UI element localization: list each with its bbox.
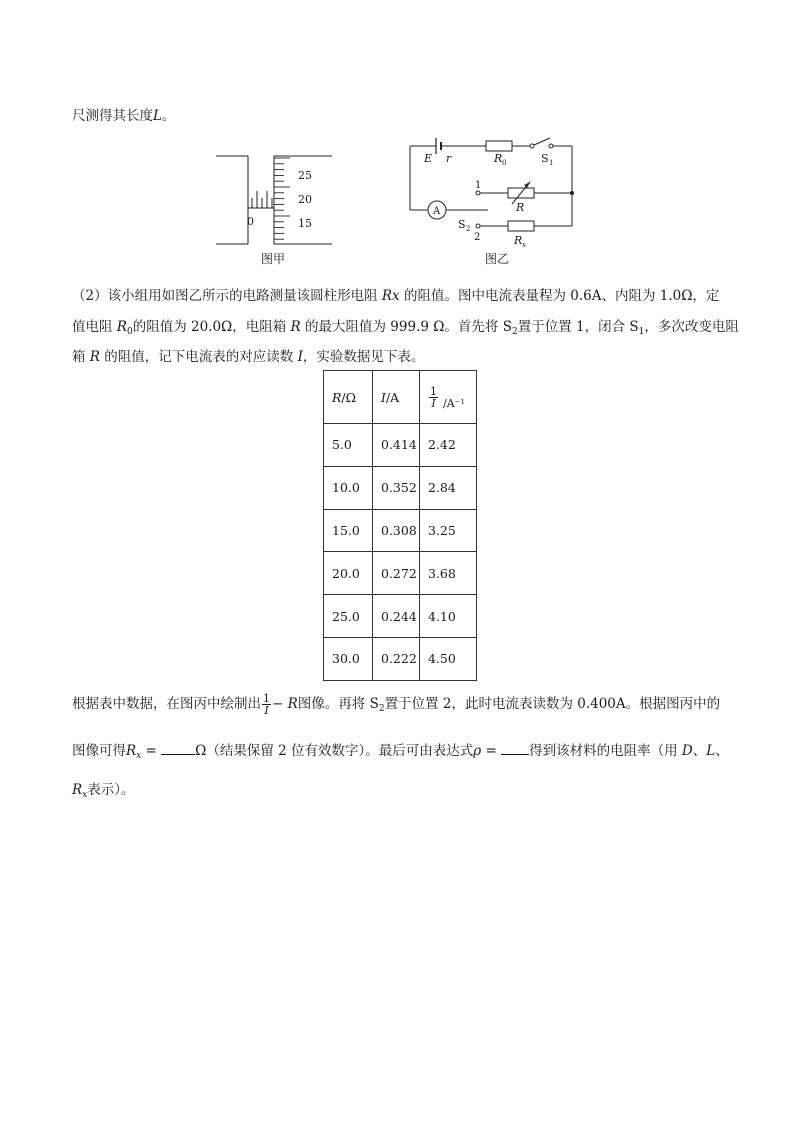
caption-fig-b: 图乙 [485,252,510,266]
table-row: 5.0 0.414 2.42 [324,424,477,467]
rx-label: R [514,234,523,247]
paragraph-2-line-3: 箱 R 的阻值，记下电流表的对应读数 I，实验数据见下表。 [72,349,425,365]
r0-label: R [494,152,503,165]
zero-label: 0 [247,215,254,228]
scale-label-25: 25 [298,169,312,182]
r0-sub: 0 [502,159,507,167]
figure-micrometer [210,146,340,268]
r-label: r [446,152,452,165]
table-row: 20.0 0.272 3.68 [324,552,477,595]
header-r: R/Ω [324,371,373,424]
pos1-label: 1 [475,180,482,191]
paragraph-3-line-1: 根据表中数据，在图丙中绘制出 $\frac{1}{I}$ − R图像。再将 $S_2$置于位置 2，此时电流表读数为 0.400A。根据图丙中的 [72,692,721,717]
ammeter-label: A [433,206,441,217]
s1-sub: 1 [549,159,554,167]
s2-label: S [458,218,466,231]
table-row: 30.0 0.222 4.50 [324,637,477,680]
rx-answer-blank[interactable] [161,742,195,755]
pos2-label: 2 [474,232,481,243]
table-header-row [324,371,477,424]
rho-answer-blank[interactable] [501,742,529,755]
scale-label-20: 20 [298,193,312,206]
table-row: 25.0 0.244 4.10 [324,595,477,638]
intro-line: 尺测得其长度L。 [72,108,176,124]
table-row: 15.0 0.308 3.25 [324,509,477,552]
figure-circuit [400,132,590,268]
header-i: I/A [373,371,420,424]
caption-fig-a: 图甲 [261,252,286,266]
inv-i-fraction-inline: $\frac{1}{I}$ [263,692,270,717]
paragraph-3-line-2: 图像可得$R_x = \Omega$（结果保留 2 位有效数字）。最后可由表达式ρ = 得到该材料的电阻率（用 D、L、 [72,743,729,761]
inv-i-fraction: $\frac{1}{I}$ [430,384,437,410]
header-inv-i: $\frac{1}{I}$ /A⁻¹ [420,371,477,424]
rbox-label: R [516,201,525,214]
s1-label: S [541,152,549,165]
emf-label: E [424,152,433,165]
table-row: 10.0 0.352 2.84 [324,466,477,509]
paragraph-3-line-3: $R_x$表示）。 [72,782,135,800]
s2-sub: 2 [466,225,471,233]
rx-sub: x [522,241,526,249]
paragraph-2-line-2: 值电阻 $R_0$的阻值为 20.0Ω，电阻箱 R 的最大阻值为 999.9 Ω。首先将 $S_2$置于位置 1，闭合 $S_1$，多次改变电阻 [72,319,739,337]
paragraph-2-line-1: （2）该小组用如图乙所示的电路测量该圆柱形电阻 Rx 的阻值。图中电流表量程为 0.6A、内阻为 1.0Ω，定 [72,288,720,304]
scale-label-15: 15 [298,217,312,230]
data-table [323,370,477,681]
